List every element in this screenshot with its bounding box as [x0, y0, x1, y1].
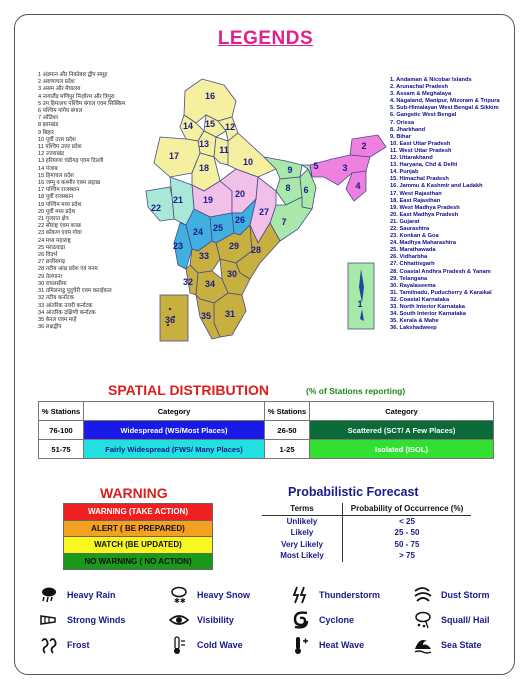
thunderstorm-icon	[290, 585, 312, 605]
map-label: 17	[168, 151, 180, 161]
spatial-table	[38, 401, 494, 459]
english-list-item: 7. Orissa	[390, 119, 415, 126]
hindi-list-item: 19 पश्चिम मध्य प्रदेश	[38, 201, 82, 208]
map-label: 1	[357, 299, 363, 309]
map-label: 13	[198, 139, 210, 149]
map-label: 22	[150, 203, 162, 213]
hindi-list-item: 20 पूर्वी मध्य प्रदेश	[38, 208, 76, 215]
map-label: 25	[212, 223, 224, 233]
prob-cell: < 25	[399, 516, 415, 526]
legend-strong-winds	[38, 610, 125, 630]
col-header-terms: Terms	[262, 503, 343, 515]
hindi-list-item: 11 पश्चिम उत्तर प्रदेश	[38, 144, 82, 151]
col-header-stations: % Stations	[265, 402, 310, 421]
map-label: 32	[182, 277, 194, 287]
icon-label: Dust Storm	[441, 590, 490, 600]
heavy-snow-icon	[168, 585, 190, 605]
english-list-item: 12. Uttarakhand	[390, 155, 433, 162]
map-label: 14	[182, 121, 194, 131]
hindi-list-item: 23 कोंकण एवम गोवा	[38, 230, 82, 237]
range-cell: 1-25	[265, 440, 310, 459]
legend-heavy-rain	[38, 585, 116, 605]
term-cell: Likely	[262, 527, 343, 539]
hindi-list-item: 24 मध्य महाराष्ट्र	[38, 237, 71, 244]
hindi-list-item: 31 तमिलनाडु पुदुचेरी एवम कराईकल	[38, 288, 112, 295]
icon-label: Sea State	[441, 640, 482, 650]
map-label: 28	[250, 245, 262, 255]
hindi-list-item: 3 असम और मेघालय	[38, 86, 81, 93]
english-list-item: 31. Tamilnadu, Puducherry & Karaikal	[390, 289, 492, 296]
map-label: 12	[224, 122, 236, 132]
english-list-item: 34. South Interior Karnataka	[390, 311, 466, 318]
hindi-list-item: 2 अरुणाचल प्रदेश	[38, 79, 75, 86]
map-label: 20	[234, 189, 246, 199]
icon-label: Cyclone	[319, 615, 355, 625]
legend-frost	[38, 635, 90, 655]
english-list-item: 20. East Madhya Pradesh	[390, 211, 459, 218]
english-list-item: 35. Kerala & Mahe	[390, 318, 439, 325]
hindi-list-item: 9 बिहार	[38, 129, 55, 136]
hindi-list-item: 15 हिमाचल प्रदेश	[38, 172, 74, 179]
term-cell: Most Likely	[262, 550, 343, 562]
warning-level: WATCH (BE UPDATED)	[63, 536, 213, 554]
col-header-probability: Probability of Occurrence (%)	[343, 503, 472, 515]
hindi-list-item: 18 पूर्वी राजस्थान	[38, 194, 74, 201]
english-list-item: 36. Lakshadweep	[390, 325, 437, 332]
english-list-item: 13. Haryana, Chd & Delhi	[390, 162, 458, 169]
legend-dust-storm	[412, 585, 490, 605]
hindi-list-item: 30 रायलसीमा	[38, 280, 67, 287]
map-label: 33	[198, 251, 210, 261]
legend-thunderstorm	[290, 585, 380, 605]
english-list-item: 23. Konkan & Goa	[390, 233, 439, 240]
legend-cyclone	[290, 610, 354, 630]
legend-heat-wave	[290, 635, 364, 655]
hindi-list-item: 17 पश्चिम राजस्थान	[38, 187, 80, 194]
hindi-list-item: 1 अंडमान और निकोबार द्वीप समूह	[38, 72, 108, 78]
english-list-item: 22. Saurashtra	[390, 225, 430, 232]
english-list-item: 26. Vidharbha	[390, 254, 428, 261]
icon-label: Frost	[67, 640, 90, 650]
english-list-item: 16. Jammu & Kashmir and Ladakh	[390, 183, 483, 190]
english-list-item: 8. Jharkhand	[390, 126, 426, 133]
english-list-item: 17. West Rajasthan	[390, 190, 442, 197]
india-subdivision-map	[140, 73, 395, 343]
hindi-list-item: 13 हरियाणा चंडीगढ़ एवम दिल्ली	[38, 158, 104, 165]
icon-label: Heat Wave	[319, 640, 365, 650]
strong-winds-icon	[38, 610, 60, 630]
term-cell: Unlikely	[262, 515, 343, 527]
hindi-list-item: 5 उप हिमालय पश्चिम बंगाल एवम सिक्किम	[38, 100, 126, 107]
map-label: 8	[285, 183, 291, 193]
hindi-list-item: 12 उत्तराखंड	[38, 151, 65, 158]
english-subdivision-list	[390, 77, 525, 332]
svg-text:✱✱: ✱✱	[174, 598, 186, 605]
island-dot	[169, 308, 171, 310]
legend-heavy-snow	[168, 585, 250, 605]
english-list-item: 10. East Uttar Pradesh	[390, 140, 451, 147]
map-label: 36	[164, 315, 176, 325]
map-label: 3	[342, 163, 348, 173]
range-cell: 76-100	[39, 421, 84, 440]
category-cell: Fairly Widespread (FWS/ Many Places)	[84, 440, 265, 459]
english-list-item: 3. Assam & Meghalaya	[390, 91, 452, 98]
warning-levels	[63, 504, 213, 570]
english-list-item: 6. Gangetic West Bengal	[390, 112, 457, 119]
prob-cell: > 75	[399, 551, 415, 561]
page-title: LEGENDS	[217, 28, 314, 49]
warning-title: WARNING	[100, 485, 168, 501]
squall-hail-icon	[412, 610, 434, 630]
english-list-item: 30. Rayalaseema	[390, 282, 436, 289]
map-label: 15	[204, 119, 216, 129]
hindi-list-item: 29 तेलंगाना	[38, 273, 62, 280]
legend-squall-hail	[412, 610, 490, 630]
map-label: 21	[172, 195, 184, 205]
hindi-list-item: 25 मराठवाड़ा	[38, 244, 66, 251]
hindi-list-item: 26 विदर्भ	[38, 252, 58, 259]
map-label: 7	[281, 217, 287, 227]
hindi-list-item: 32 तटीय कर्नाटक	[38, 295, 74, 302]
hindi-list-item: 36 लक्षद्वीप	[38, 324, 62, 331]
icon-label: Heavy Snow	[197, 590, 251, 600]
dust-storm-icon	[412, 585, 434, 605]
hindi-list-item: 28 तटीय आंध्र प्रदेश एवं यनम	[38, 266, 98, 273]
hindi-list-item: 21 गुजरात क्षेत्र	[38, 216, 69, 223]
heavy-rain-icon	[38, 585, 60, 605]
hindi-list-item: 35 केरल एवम माहे	[38, 316, 77, 323]
hindi-list-item: 6 पश्चिम गांगेय बंगाल	[38, 108, 83, 115]
col-header-category: Category	[84, 402, 265, 421]
map-label: 34	[204, 279, 216, 289]
legend-visibility	[168, 610, 234, 630]
category-cell: Scattered (SCT/ A Few Places)	[310, 421, 494, 440]
english-list-item: 18. East Rajasthan	[390, 197, 441, 204]
icon-label: Squall/ Hail	[441, 615, 490, 625]
english-list-item: 1. Andaman & Nicobar Islands	[390, 77, 472, 83]
prob-cell: 50 - 75	[394, 539, 420, 549]
english-list-item: 19. West Madhya Pradesh	[390, 204, 460, 211]
map-label: 24	[192, 227, 204, 237]
range-cell: 51-75	[39, 440, 84, 459]
map-region-2	[350, 135, 386, 157]
hindi-list-item: 4 नागालैंड मणिपुर मिज़ोरम और त्रिपुरा	[38, 93, 115, 100]
english-list-item: 21. Gujarat	[390, 218, 420, 225]
visibility-icon	[168, 610, 190, 630]
hindi-list-item: 7 ओडिशा	[38, 115, 59, 122]
map-label: 4	[355, 181, 361, 191]
icon-label: Visibility	[197, 615, 234, 625]
english-list-item: 2. Arunachal Pradesh	[390, 84, 448, 91]
legend-sea-state	[412, 635, 482, 655]
prob-cell: 25 - 50	[394, 528, 420, 538]
map-label: 26	[234, 215, 246, 225]
hindi-list-item: 14 पंजाब	[38, 165, 58, 172]
map-label: 16	[204, 91, 216, 101]
english-list-item: 29. Telangana	[390, 275, 428, 282]
col-header-category: Category	[310, 402, 494, 421]
heat-wave-icon	[290, 635, 312, 655]
map-label: 29	[228, 241, 240, 251]
map-label: 19	[202, 195, 214, 205]
english-list-item: 5. Sub-Himalayan West Bengal & Sikkim	[390, 105, 499, 112]
map-label: 5	[313, 161, 319, 171]
map-label: 18	[198, 163, 210, 173]
english-list-item: 28. Coastal Andhra Pradesh & Yanam	[390, 268, 491, 275]
english-list-item: 24. Madhya Maharashtra	[390, 240, 457, 247]
warning-level: WARNING (TAKE ACTION)	[63, 503, 213, 521]
warning-level: NO WARNING ( NO ACTION)	[63, 553, 213, 571]
category-cell: Widespread (WS/Most Places)	[84, 421, 265, 440]
map-label: 6	[303, 185, 309, 195]
hindi-list-item: 22 सौराष्ट्र एवम कच्छ	[38, 223, 81, 230]
hindi-list-item: 33 आंतरिक उत्तरी कर्नाटक	[38, 302, 93, 309]
english-list-item: 25. Marathawada	[390, 247, 436, 254]
legend-cold-wave	[168, 635, 243, 655]
category-cell: Isolated (ISOL)	[310, 440, 494, 459]
forecast-title: Probabilistic Forecast	[288, 485, 419, 499]
icon-label: Thunderstorm	[319, 590, 381, 600]
english-list-item: 11. West Uttar Pradesh	[390, 147, 452, 154]
icon-label: Cold Wave	[197, 640, 243, 650]
map-label: 35	[200, 311, 212, 321]
forecast-table	[262, 503, 471, 562]
term-cell: Very Likely	[262, 539, 343, 551]
hindi-list-item: 16 जम्मू व कश्मीर एवम लद्दाख	[38, 180, 101, 187]
english-list-item: 33. North Interior Karnataka	[390, 304, 465, 310]
cold-wave-icon	[168, 635, 190, 655]
frost-icon	[38, 635, 60, 655]
hindi-list-item: 34 आंतरिक दक्षिणी कर्नाटक	[38, 309, 96, 316]
map-label: 27	[258, 207, 270, 217]
spatial-title: SPATIAL DISTRIBUTION	[108, 382, 269, 398]
english-list-item: 15. Himachal Pradesh	[390, 176, 449, 183]
cyclone-icon	[290, 610, 312, 630]
icon-label: Strong Winds	[67, 615, 126, 625]
col-header-stations: % Stations	[39, 402, 84, 421]
map-label: 31	[224, 309, 236, 319]
warning-level: ALERT ( BE PREPARED)	[63, 520, 213, 538]
range-cell: 26-50	[265, 421, 310, 440]
map-label: 9	[287, 165, 293, 175]
map-label: 11	[219, 145, 229, 155]
hindi-list-item: 10 पूर्वी उत्तर प्रदेश	[38, 136, 76, 143]
map-region-16	[184, 79, 236, 123]
map-label: 2	[361, 141, 367, 151]
english-list-item: 27. Chhattisgarh	[390, 261, 435, 268]
english-list-item: 9. Bihar	[390, 133, 411, 140]
hindi-list-item: 8 झारखंड	[38, 122, 59, 129]
english-list-item: 14. Punjab	[390, 169, 419, 176]
hindi-list-item: 27 छत्तीसगढ़	[38, 259, 66, 266]
sea-state-icon	[412, 635, 434, 655]
map-label: 10	[242, 157, 254, 167]
map-label: 30	[226, 269, 238, 279]
map-label: 23	[172, 241, 184, 251]
icon-label: Heavy Rain	[67, 590, 116, 600]
english-list-item: 4. Nagaland, Manipur, Mizoram & Tripura	[390, 98, 500, 105]
english-list-item: 32. Coastal Karnataka	[390, 296, 450, 303]
spatial-subtitle: (% of Stations reporting)	[306, 386, 406, 396]
